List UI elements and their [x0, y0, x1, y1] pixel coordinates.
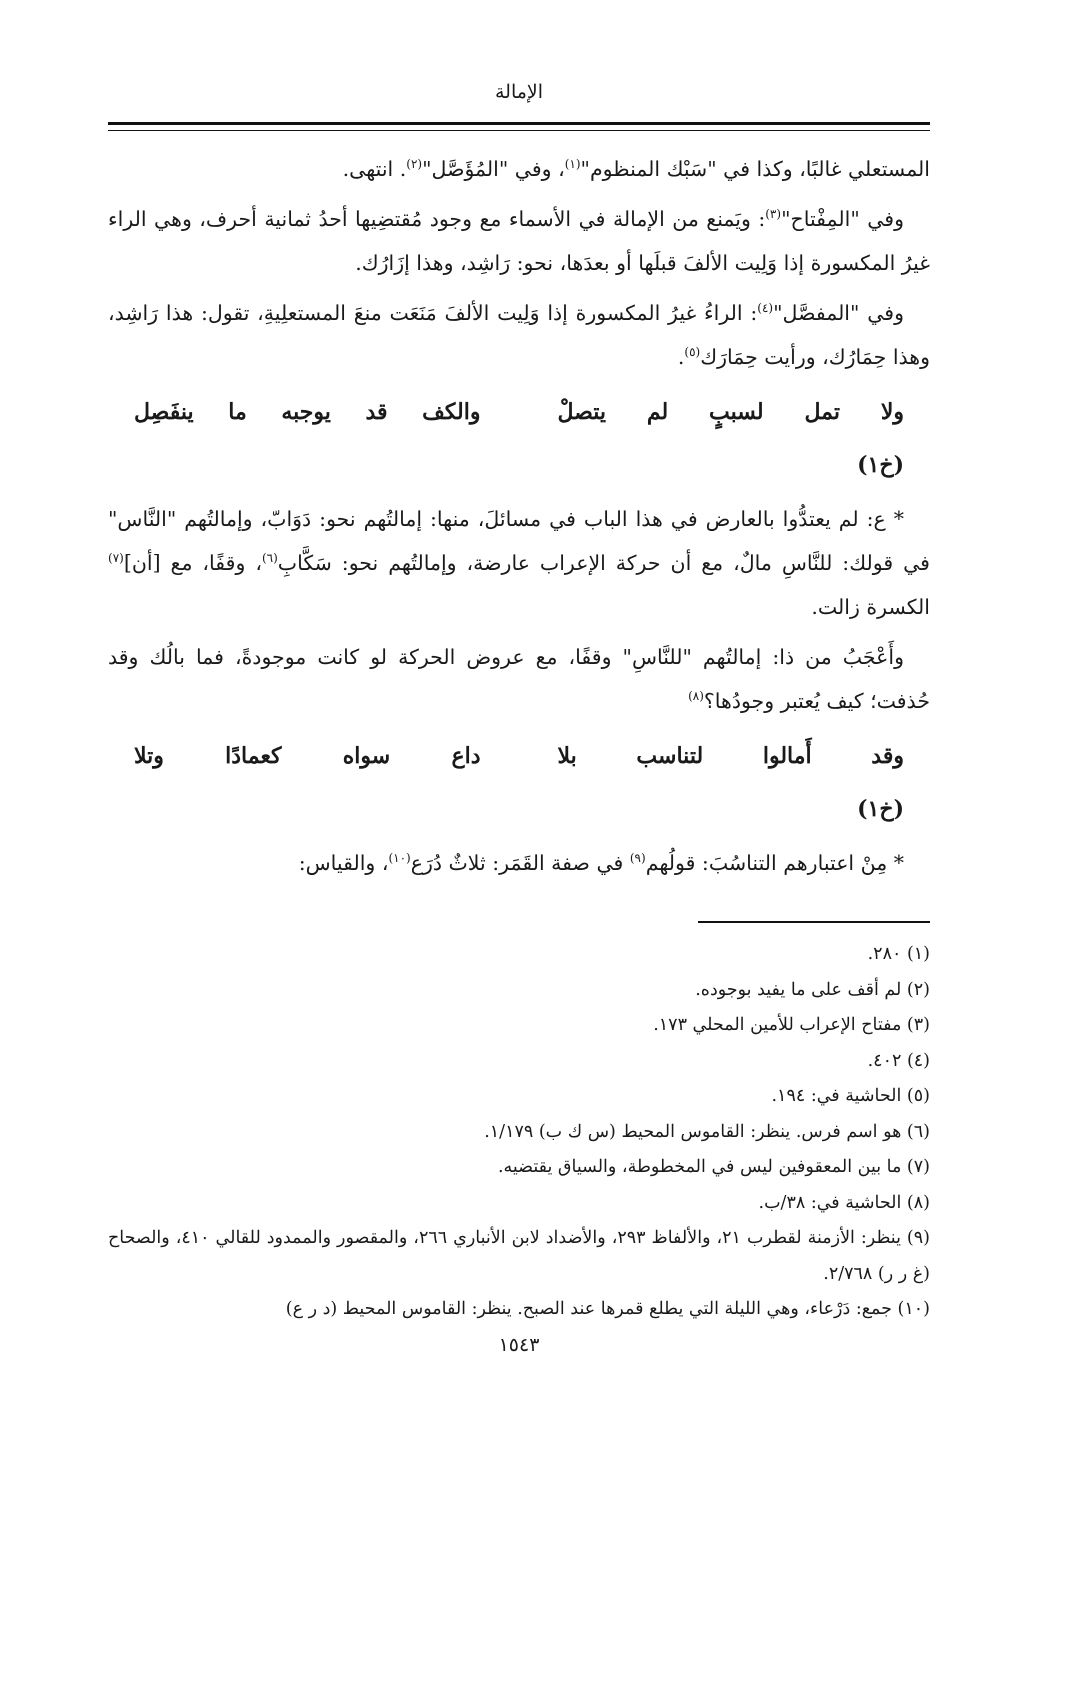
footnote-1: (١) ٢٨٠.: [867, 944, 930, 964]
paragraph-3: [108, 291, 930, 379]
text-run: .: [677, 345, 685, 369]
footnote-9: (٩) ينظر: الأزمنة لقطرب ٢١، والألفاظ ٢٩٣، والأضداد لابن الأنباري ٢٦٦، والمقصور والممدود للقالي ٤١٠، والصحاح (غ ر ر) ٢/٧٦٨.: [108, 1228, 930, 1284]
header-rule-thick: [108, 122, 930, 125]
footnote-ref: (٥): [684, 345, 701, 360]
text-run: * ع: لم يعتدُّوا بالعارض في هذا الباب في مسائلَ، منها: إمالتُهم نحو: دَوَابّ، وإمالتُهم "النَّاس" في قولك: للنَّاسِ مالٌ، مع أن حركة الإعراب عارضة، وإمالتُهم نحو: سَكَّابِ: [108, 507, 930, 575]
footnote-ref: (٢): [406, 157, 423, 172]
footnote-ref: (١٠): [388, 851, 411, 866]
footnote-7: (٧) ما بين المعقوفين ليس في المخطوطة، والسياق يقتضيه.: [497, 1157, 930, 1177]
verse-hemistich-left: داع سواه كعمادًا وتلا: [134, 743, 481, 769]
footnote-4: (٤) ٤٠٢.: [867, 1050, 930, 1071]
footnote-6: (٦) هو اسم فرس. ينظر: القاموس المحيط (س ك ب) ١/١٧٩.: [484, 1121, 930, 1142]
text-run: ، والقياس:: [298, 851, 389, 875]
paragraph-4: [108, 497, 930, 629]
paragraph-2: [108, 197, 930, 285]
verse-line-2: [108, 729, 930, 783]
text-run: * مِنْ اعتبارهم التناسُبَ: قولُهم: [645, 851, 904, 875]
text-run: ، وفي "المُؤَصَّل": [422, 157, 565, 181]
footnote-ref: (١): [564, 157, 581, 172]
text-run: في صفة القَمَر: ثلاثٌ دُرَع: [410, 851, 630, 875]
paragraph-5: [108, 635, 930, 723]
verse-source-marker: (خ١): [857, 452, 904, 478]
footnote-ref: (٩): [629, 851, 646, 866]
text-run: المستعلي غالبًا، وكذا في "سَبْك المنظوم": [580, 157, 930, 181]
paragraph-6: [108, 841, 930, 885]
text-run: وفي "المفصَّل": [773, 301, 904, 325]
footnote-separator: [698, 921, 930, 923]
verse-source-marker: (خ١): [857, 796, 904, 822]
text-run: : الراءُ غيرُ المكسورة إذا وَلِيت الألفَ مَنَعَت منعَ المستعلِيةِ، تقول: هذا رَاشِد، وهذا حِمَارُك، ورأيت حِمَارَك: [108, 301, 930, 369]
footnote-ref: (٣): [765, 207, 782, 222]
verse-hemistich-right: وقد أَمالوا لتناسب بلا: [557, 743, 904, 769]
footnote-8: (٨) الحاشية في: ٣٨/ب.: [758, 1192, 930, 1213]
text-run: ، وقفًا، مع [أن]: [123, 551, 262, 575]
main-text: [108, 147, 930, 885]
verse-hemistich-right: ولا تمل لسببٍ لم يتصلْ: [557, 399, 904, 425]
footnote-10: (١٠) جمع: دَرْعاء، وهي الليلة التي يطلع قمرها عند الصبح. ينظر: القاموس المحيط (د ر ع): [285, 1299, 930, 1319]
document-page: [108, 70, 930, 1360]
text-run: وأَعْجَبُ من ذا: إمالتُهم "للنَّاسِ" وقفًا، مع عروض الحركة لو كانت موجودةً، فما بالُك وقد حُذفت؛ كيف يُعتبر وجودُها؟: [108, 645, 930, 713]
footnote-ref: (٦): [261, 551, 278, 566]
text-run: الكسرة زالت.: [811, 595, 930, 619]
footnote-2: (٢) لم أقف على ما يفيد بوجوده.: [695, 979, 930, 1000]
footnote-5: (٥) الحاشية في: ١٩٤.: [771, 1086, 930, 1106]
text-run: وفي "المِفْتاح": [781, 207, 904, 231]
footnote-ref: (٤): [757, 301, 774, 316]
paragraph-1: [108, 147, 930, 191]
verse-line-1: [108, 385, 930, 439]
header-rule-thin: [108, 130, 930, 131]
running-head: الإمالة: [494, 81, 544, 103]
footnotes: [108, 937, 930, 1328]
text-run: : ويَمنع من الإمالة في الأسماء مع وجود مُقتضِيها أحدُ ثمانية أحرف، وهي الراء غيرُ المكسورة إذا وَلِيت الألفَ قبلَها أو بعدَها، نحو: رَاشِد، وهذا إزَارُك.: [108, 207, 930, 275]
footnote-ref: (٨): [688, 689, 704, 704]
text-run: . انتهى.: [342, 157, 407, 181]
footnote-ref: (٧): [108, 551, 124, 566]
footnote-3: (٣) مفتاح الإعراب للأمين المحلي ١٧٣.: [653, 1015, 930, 1035]
page-number: ١٥٤٣: [498, 1333, 540, 1356]
verse-hemistich-left: والكف قد يوجبه ما ينفَصِل: [134, 399, 481, 425]
